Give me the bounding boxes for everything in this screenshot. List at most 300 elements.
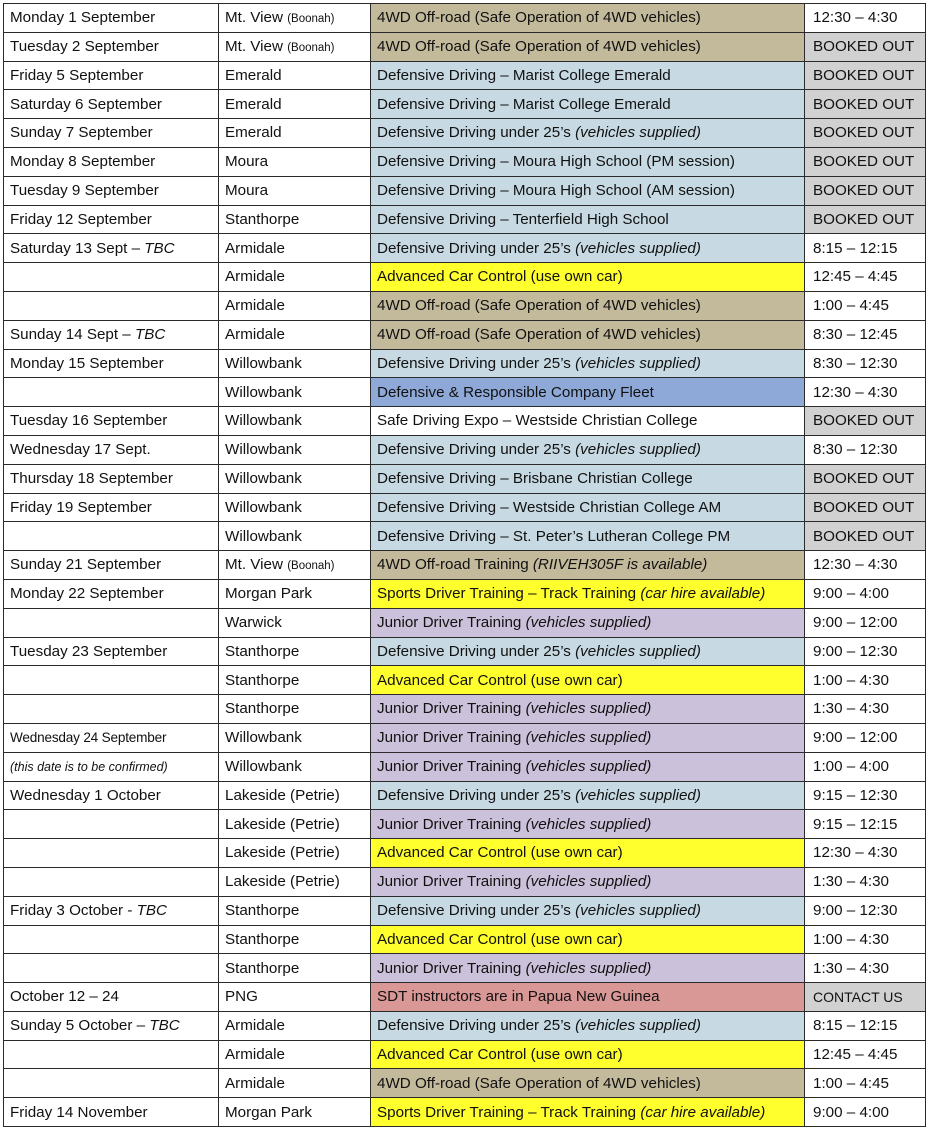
schedule-row (4, 407, 926, 436)
date-cell (4, 896, 219, 925)
date-cell-text: TBC (134, 326, 166, 344)
time-text: 9:00 – 12:00 (813, 729, 898, 747)
course-cell-text: 4WD Off-road (Safe Operation of 4WD vehicles) (377, 38, 701, 56)
course-cell (371, 205, 805, 234)
location-cell-text: Mt. View (225, 37, 288, 55)
course-cell-text: (vehicles supplied) (575, 1017, 701, 1035)
course-cell-text: Defensive & Responsible Company Fleet (377, 383, 654, 401)
course-cell (371, 4, 805, 33)
schedule-row (4, 435, 926, 464)
course-cell (371, 695, 805, 724)
time-cell (805, 349, 926, 378)
course-cell (371, 839, 805, 868)
location-cell (219, 234, 371, 263)
course-cell-text: 4WD Off-road (Safe Operation of 4WD vehicles) (377, 9, 701, 27)
course-cell-text: Defensive Driving – Moura High School (AM session) (377, 182, 735, 200)
location-cell (219, 1069, 371, 1098)
course-cell-text: (car hire available) (640, 585, 766, 603)
time-cell (805, 435, 926, 464)
date-cell (4, 378, 219, 407)
time-text: 1:30 – 4:30 (813, 959, 890, 977)
date-cell (4, 435, 219, 464)
time-text: 1:00 – 4:30 (813, 930, 890, 948)
time-cell (805, 1040, 926, 1069)
location-cell (219, 954, 371, 983)
course-cell-text: (vehicles supplied) (575, 124, 701, 142)
course-cell-text: (vehicles supplied) (525, 700, 652, 718)
location-cell (219, 522, 371, 551)
course-cell-text: 4WD Off-road (Safe Operation of 4WD vehicles) (377, 297, 701, 315)
time-text: BOOKED OUT (813, 153, 915, 171)
course-cell-text: (vehicles supplied) (575, 239, 701, 257)
course-cell-text: Defensive Driving – Marist College Emerald (377, 66, 671, 84)
schedule-row (4, 61, 926, 90)
course-cell-text: Sports Driver Training – Track Training (377, 585, 641, 603)
time-cell (805, 291, 926, 320)
location-cell (219, 839, 371, 868)
course-cell-text: Defensive Driving under 25’s (377, 441, 576, 459)
location-cell (219, 867, 371, 896)
date-cell-text: Tuesday 9 September (10, 182, 159, 200)
course-cell-text: (RIIVEH305F is available) (532, 556, 708, 574)
time-cell (805, 378, 926, 407)
location-cell (219, 205, 371, 234)
time-text: 9:00 – 12:30 (813, 642, 898, 660)
time-text: 1:00 – 4:45 (813, 1074, 890, 1092)
time-text: 9:15 – 12:15 (813, 815, 898, 833)
location-cell-text: Lakeside (Petrie) (225, 844, 340, 862)
course-cell-text: Junior Driver Training (377, 815, 526, 833)
location-cell-text: Willowbank (225, 758, 302, 776)
time-text: 9:00 – 12:00 (813, 614, 898, 632)
location-cell-text: Lakeside (Petrie) (225, 815, 340, 833)
course-cell (371, 1098, 805, 1127)
time-text: 8:30 – 12:30 (813, 354, 898, 372)
date-cell-text: Monday 1 September (10, 9, 156, 27)
course-cell-text: Sports Driver Training – Track Training (377, 1103, 641, 1121)
date-cell (4, 810, 219, 839)
date-cell (4, 1098, 219, 1127)
date-cell-text: Wednesday 17 Sept. (10, 441, 151, 459)
location-cell (219, 1040, 371, 1069)
location-cell (219, 291, 371, 320)
course-cell (371, 32, 805, 61)
course-cell-text: Junior Driver Training (377, 758, 526, 776)
schedule-row (4, 1040, 926, 1069)
location-cell-text: (Boonah) (287, 560, 335, 573)
location-cell (219, 608, 371, 637)
location-cell-text: Stanthorpe (225, 930, 300, 948)
course-cell-text: Defensive Driving under 25’s (377, 642, 576, 660)
date-cell-text: Wednesday 1 October (10, 786, 161, 804)
course-cell-text: (vehicles supplied) (525, 614, 652, 632)
schedule-row (4, 320, 926, 349)
course-cell-text: 4WD Off-road (Safe Operation of 4WD vehicles) (377, 326, 701, 344)
location-cell-text: PNG (225, 988, 258, 1006)
location-cell-text: Armidale (225, 326, 285, 344)
course-cell-text: (vehicles supplied) (525, 729, 652, 747)
date-cell (4, 1040, 219, 1069)
location-cell-text: Stanthorpe (225, 210, 300, 228)
location-cell (219, 32, 371, 61)
status-badge (805, 119, 926, 148)
location-cell-text: Willowbank (225, 470, 302, 488)
course-cell (371, 378, 805, 407)
course-cell (371, 579, 805, 608)
location-cell-text: Stanthorpe (225, 671, 300, 689)
location-cell (219, 61, 371, 90)
time-text: 9:15 – 12:30 (813, 786, 898, 804)
course-cell (371, 407, 805, 436)
location-cell (219, 493, 371, 522)
course-cell (371, 551, 805, 580)
date-cell (4, 119, 219, 148)
course-cell-text: Defensive Driving – Brisbane Christian College (377, 470, 693, 488)
date-cell-text: Friday 14 November (10, 1103, 148, 1121)
location-cell (219, 1011, 371, 1040)
schedule-row (4, 234, 926, 263)
schedule-row (4, 666, 926, 695)
time-cell (805, 752, 926, 781)
location-cell (219, 90, 371, 119)
schedule-row (4, 1098, 926, 1127)
course-cell (371, 752, 805, 781)
time-cell (805, 954, 926, 983)
schedule-row (4, 752, 926, 781)
date-cell-text: Sunday 7 September (10, 124, 153, 142)
location-cell-text: Stanthorpe (225, 902, 300, 919)
course-cell-text: 4WD Off-road Training (377, 556, 533, 574)
date-cell (4, 205, 219, 234)
date-cell (4, 551, 219, 580)
time-text: 12:45 – 4:45 (813, 1045, 898, 1063)
date-cell (4, 234, 219, 263)
date-cell (4, 867, 219, 896)
course-cell (371, 867, 805, 896)
location-cell (219, 1098, 371, 1127)
date-cell-text: Friday 5 September (10, 66, 144, 84)
location-cell (219, 176, 371, 205)
date-cell (4, 176, 219, 205)
schedule-row (4, 205, 926, 234)
course-cell (371, 954, 805, 983)
time-cell (805, 810, 926, 839)
location-cell (219, 579, 371, 608)
schedule-row (4, 867, 926, 896)
location-cell-text: (Boonah) (287, 13, 335, 26)
date-cell (4, 291, 219, 320)
location-cell-text: Warwick (225, 614, 282, 632)
course-cell-text: Defensive Driving under 25’s (377, 124, 576, 142)
schedule-row (4, 4, 926, 33)
date-cell-text: Saturday 13 Sept – (10, 239, 145, 257)
date-cell-text: Thursday 18 September (10, 470, 173, 488)
date-cell-text: Wednesday 24 September (10, 730, 167, 746)
date-cell-text: TBC (149, 1017, 180, 1035)
course-cell (371, 723, 805, 752)
status-badge (805, 32, 926, 61)
location-cell-text: (Boonah) (287, 41, 335, 54)
date-cell-text: Tuesday 16 September (10, 412, 168, 430)
time-text: 8:30 – 12:30 (813, 441, 898, 459)
date-cell (4, 1011, 219, 1040)
course-cell-text: (vehicles supplied) (525, 959, 652, 977)
course-cell (371, 263, 805, 292)
schedule-row (4, 954, 926, 983)
course-cell (371, 522, 805, 551)
time-text: 1:00 – 4:30 (813, 671, 890, 689)
schedule-row (4, 781, 926, 810)
date-cell (4, 263, 219, 292)
location-cell-text: Willowbank (225, 527, 302, 545)
course-cell-text: Advanced Car Control (use own car) (377, 671, 623, 689)
course-cell-text: Junior Driver Training (377, 873, 526, 891)
course-cell (371, 234, 805, 263)
location-cell-text: Willowbank (225, 498, 302, 516)
location-cell-text: Willowbank (225, 383, 302, 401)
location-cell-text: Emerald (225, 95, 282, 113)
course-cell (371, 61, 805, 90)
schedule-row (4, 119, 926, 148)
time-cell (805, 723, 926, 752)
date-cell-text: TBC (144, 239, 175, 257)
schedule-row (4, 32, 926, 61)
course-cell-text: Advanced Car Control (use own car) (377, 930, 623, 948)
location-cell-text: Stanthorpe (225, 959, 300, 977)
location-cell-text: Lakeside (Petrie) (225, 873, 340, 891)
location-cell-text: Armidale (225, 268, 285, 286)
schedule-row (4, 551, 926, 580)
status-badge (805, 205, 926, 234)
time-cell (805, 925, 926, 954)
date-cell (4, 349, 219, 378)
status-badge (805, 407, 926, 436)
date-cell (4, 608, 219, 637)
course-cell (371, 810, 805, 839)
status-badge (805, 61, 926, 90)
course-cell-text: (vehicles supplied) (525, 758, 652, 776)
course-cell-text: Defensive Driving – Marist College Emerald (377, 95, 671, 113)
location-cell-text: Morgan Park (225, 1103, 312, 1121)
status-badge (805, 90, 926, 119)
location-cell (219, 723, 371, 752)
course-cell (371, 493, 805, 522)
date-cell (4, 407, 219, 436)
location-cell (219, 637, 371, 666)
time-text: 12:45 – 4:45 (813, 268, 898, 286)
schedule-row (4, 695, 926, 724)
location-cell-text: Emerald (225, 66, 282, 84)
location-cell (219, 263, 371, 292)
course-cell (371, 925, 805, 954)
time-cell (805, 4, 926, 33)
schedule-row (4, 896, 926, 925)
location-cell-text: Morgan Park (225, 585, 312, 603)
time-cell (805, 695, 926, 724)
course-cell-text: Defensive Driving under 25’s (377, 1017, 576, 1035)
time-text: 12:30 – 4:30 (813, 9, 898, 27)
schedule-row (4, 608, 926, 637)
time-text: BOOKED OUT (813, 470, 915, 488)
date-cell (4, 695, 219, 724)
time-text: 1:30 – 4:30 (813, 700, 890, 718)
time-cell (805, 867, 926, 896)
course-cell (371, 896, 805, 925)
location-cell (219, 752, 371, 781)
status-badge (805, 176, 926, 205)
date-cell (4, 61, 219, 90)
schedule-row (4, 263, 926, 292)
course-cell-text: (vehicles supplied) (575, 642, 701, 660)
schedule-row (4, 723, 926, 752)
location-cell (219, 781, 371, 810)
time-text: BOOKED OUT (813, 66, 915, 84)
status-badge (805, 464, 926, 493)
time-text: 12:30 – 4:30 (813, 844, 898, 862)
course-schedule-table (3, 3, 926, 1127)
location-cell (219, 925, 371, 954)
date-cell-text: Monday 22 September (10, 585, 164, 603)
schedule-row (4, 983, 926, 1012)
date-cell (4, 579, 219, 608)
location-cell (219, 896, 371, 925)
location-cell-text: Willowbank (225, 441, 302, 459)
schedule-row (4, 1069, 926, 1098)
course-cell (371, 176, 805, 205)
location-cell (219, 435, 371, 464)
location-cell (219, 4, 371, 33)
date-cell (4, 32, 219, 61)
course-cell (371, 320, 805, 349)
location-cell-text: Armidale (225, 1017, 285, 1035)
schedule-row (4, 147, 926, 176)
time-text: 9:00 – 4:00 (813, 585, 890, 603)
date-cell-text: October 12 – 24 (10, 988, 119, 1006)
time-cell (805, 263, 926, 292)
date-cell-text: TBC (136, 902, 167, 919)
course-cell (371, 90, 805, 119)
course-cell-text: (vehicles supplied) (575, 902, 701, 919)
time-cell (805, 1011, 926, 1040)
course-cell (371, 666, 805, 695)
course-cell (371, 464, 805, 493)
time-text: CONTACT US (813, 988, 903, 1005)
location-cell-text: Armidale (225, 239, 285, 257)
location-cell-text: Stanthorpe (225, 700, 300, 718)
course-cell-text: Defensive Driving – Tenterfield High School (377, 210, 669, 228)
location-cell-text: Armidale (225, 1045, 285, 1063)
course-cell-text: Defensive Driving – St. Peter’s Lutheran College PM (377, 527, 731, 545)
date-cell-text: Monday 8 September (10, 153, 156, 171)
course-cell (371, 608, 805, 637)
course-cell (371, 637, 805, 666)
time-cell (805, 637, 926, 666)
date-cell-text: Sunday 21 September (10, 556, 162, 574)
schedule-row (4, 637, 926, 666)
course-cell-text: (car hire available) (640, 1103, 766, 1121)
date-cell-text: Friday 3 October - (10, 902, 137, 919)
course-cell (371, 147, 805, 176)
schedule-row (4, 839, 926, 868)
date-cell (4, 522, 219, 551)
course-cell-text: (vehicles supplied) (525, 873, 652, 891)
date-cell (4, 320, 219, 349)
schedule-row (4, 176, 926, 205)
course-cell-text: Junior Driver Training (377, 959, 526, 977)
date-cell-text: (this date is to be confirmed) (10, 760, 168, 775)
schedule-row (4, 378, 926, 407)
course-cell-text: Junior Driver Training (377, 700, 526, 718)
course-cell-text: Defensive Driving under 25’s (377, 239, 576, 257)
course-cell-text: Defensive Driving under 25’s (377, 902, 576, 919)
date-cell-text: Sunday 5 October – (10, 1017, 150, 1035)
time-text: BOOKED OUT (813, 498, 915, 516)
schedule-row (4, 493, 926, 522)
status-badge (805, 147, 926, 176)
location-cell (219, 349, 371, 378)
time-text: 1:30 – 4:30 (813, 873, 890, 891)
time-cell (805, 666, 926, 695)
course-cell-text: Defensive Driving under 25’s (377, 354, 576, 372)
schedule-row (4, 810, 926, 839)
course-cell (371, 983, 805, 1012)
time-cell (805, 608, 926, 637)
course-cell-text: SDT instructors are in Papua New Guinea (377, 988, 660, 1006)
date-cell-text: Friday 12 September (10, 210, 152, 228)
schedule-row (4, 579, 926, 608)
location-cell-text: Armidale (225, 1074, 285, 1092)
time-text: 12:30 – 4:30 (813, 556, 898, 574)
location-cell (219, 464, 371, 493)
date-cell (4, 723, 219, 752)
schedule-row (4, 90, 926, 119)
time-cell (805, 1069, 926, 1098)
date-cell-text: Saturday 6 September (10, 95, 162, 113)
course-cell-text: Advanced Car Control (use own car) (377, 1045, 623, 1063)
location-cell-text: Mt. View (225, 9, 288, 27)
date-cell (4, 781, 219, 810)
course-cell-text: Defensive Driving – Westside Christian College AM (377, 498, 722, 516)
schedule-row (4, 291, 926, 320)
location-cell (219, 119, 371, 148)
location-cell-text: Mt. View (225, 556, 288, 574)
time-cell (805, 551, 926, 580)
course-cell (371, 1011, 805, 1040)
time-text: 8:30 – 12:45 (813, 326, 898, 344)
schedule-row (4, 1011, 926, 1040)
course-cell (371, 119, 805, 148)
course-cell-text: Advanced Car Control (use own car) (377, 844, 623, 862)
location-cell (219, 147, 371, 176)
date-cell-text: Tuesday 23 September (10, 642, 168, 660)
date-cell (4, 752, 219, 781)
course-cell (371, 1069, 805, 1098)
location-cell-text: Moura (225, 153, 269, 171)
date-cell (4, 493, 219, 522)
time-cell (805, 579, 926, 608)
course-cell-text: (vehicles supplied) (575, 441, 701, 459)
location-cell-text: Lakeside (Petrie) (225, 786, 340, 804)
schedule-row (4, 522, 926, 551)
date-cell (4, 464, 219, 493)
schedule-row (4, 349, 926, 378)
course-cell-text: (vehicles supplied) (575, 786, 701, 804)
date-cell (4, 1069, 219, 1098)
time-cell (805, 320, 926, 349)
time-text: 8:15 – 12:15 (813, 1017, 898, 1035)
date-cell (4, 954, 219, 983)
time-cell (805, 234, 926, 263)
